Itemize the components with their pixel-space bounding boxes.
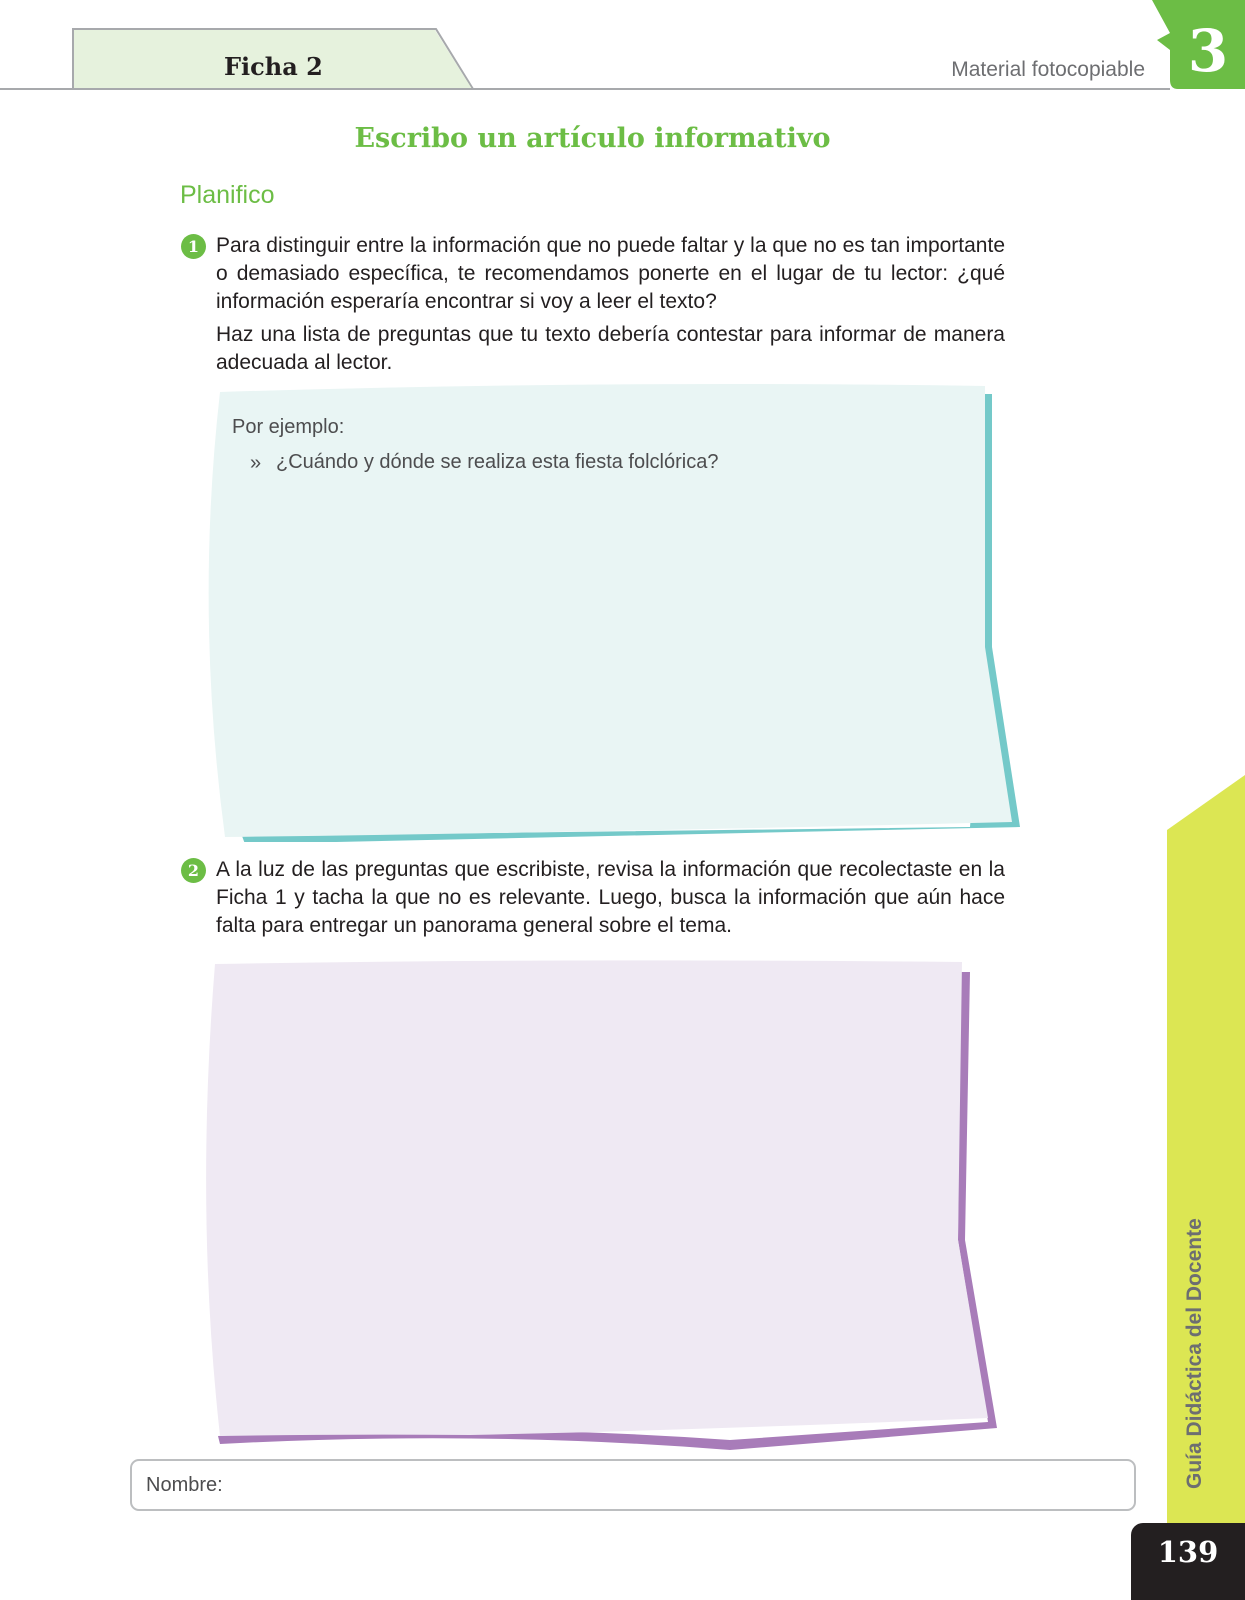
answer-box-2-fill (206, 960, 988, 1436)
name-label: Nombre: (146, 1474, 223, 1496)
side-tab-label: Guía Didáctica del Docente (1183, 1218, 1206, 1489)
activity-number-badge: 1 (181, 234, 206, 259)
activity-1-task: Haz una lista de preguntas que tu texto debería contestar para informar de manera adecuada al lector. (216, 323, 1005, 374)
header-decoration (0, 0, 1245, 100)
example-label: Por ejemplo: (232, 416, 345, 438)
activity-2-instruction: A la luz de las preguntas que escribiste, revisa la información que recolectaste en la Ficha 1 y tacha la que no es relevante. Luego, busca la información que aún hace falta para entregar un panorama general sobre el tema. (216, 858, 1005, 937)
example-question: ¿Cuándo y dónde se realiza esta fiesta folclórica? (276, 451, 719, 473)
name-field[interactable] (130, 1459, 1136, 1511)
example-bullet-icon: » (250, 452, 262, 474)
unit-number: 3 (1187, 17, 1229, 85)
activity-1-instruction: Para distinguir entre la información que no puede faltar y la que no es tan importante o demasiado específica, te recomendamos ponerte en el lugar de tu lector: ¿qué información esperaría encontrar si voy a leer el texto? (216, 234, 1005, 313)
answer-box-2[interactable] (200, 960, 1005, 1460)
ficha-label: Ficha 2 (224, 52, 323, 81)
activity-number-badge: 2 (181, 858, 206, 883)
page-title: Escribo un artículo informativo (354, 123, 831, 154)
page-number: 139 (1131, 1523, 1245, 1600)
section-title: Planifico (180, 181, 275, 209)
material-label: Material fotocopiable (951, 58, 1145, 81)
